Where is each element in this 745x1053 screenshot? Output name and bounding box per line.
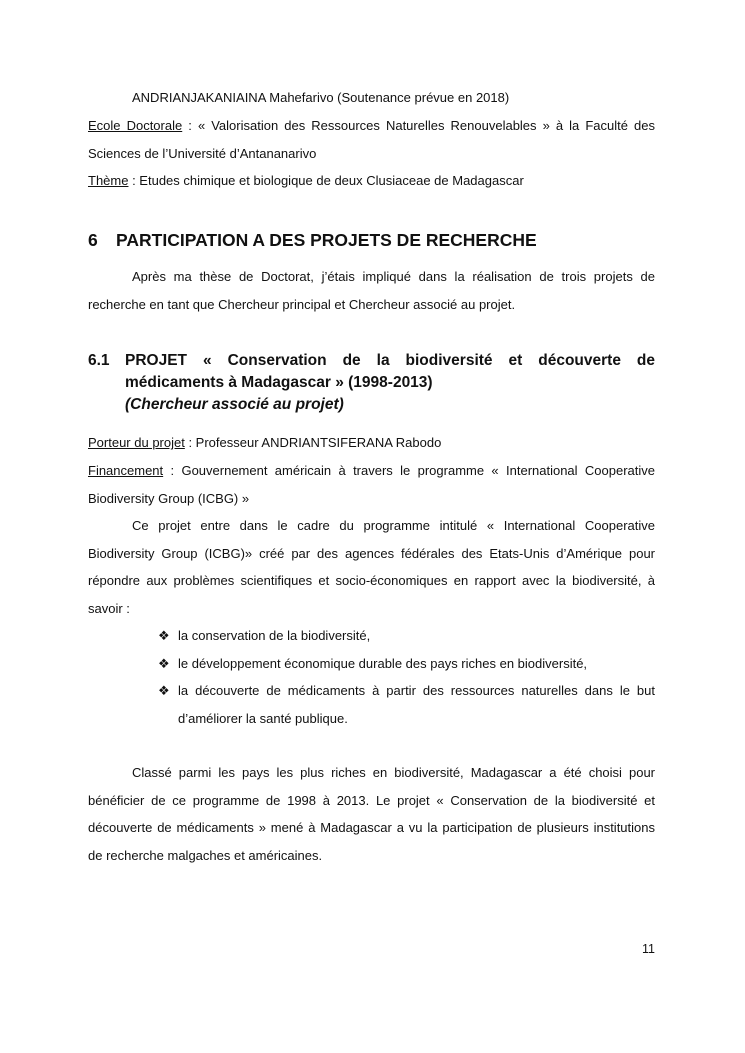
theme-paragraph xyxy=(88,167,655,195)
section-6-1-title: PROJET « Conservation de la biodiversité et découverte de médicaments à Madagascar » (1998-2013) xyxy=(125,352,655,391)
list-item xyxy=(158,622,655,650)
porteur-paragraph xyxy=(88,429,655,457)
financement-text: : Gouvernement américain à travers le programme « International Cooperative Biodiversity Group (ICBG) » xyxy=(88,463,655,506)
ecole-doctorale-text: : « Valorisation des Ressources Naturelles Renouvelables » à la Faculté des Sciences de l’Université d’Antananarivo xyxy=(88,118,655,161)
madagascar-paragraph: Classé parmi les pays les plus riches en biodiversité, Madagascar a été choisi pour bénéficier de ce programme de 1998 à 2013. Le projet « Conservation de la biodiversité et découverte de médicaments » mené à Madagascar a vu la participation de plusieurs institutions de recherche malgaches et américaines. xyxy=(88,765,655,863)
list-item-text: le développement économique durable des pays riches en biodiversité, xyxy=(178,655,588,671)
section-6-1-subtitle: (Chercheur associé au projet) xyxy=(125,396,344,413)
section-6-number: 6 xyxy=(88,230,98,250)
theme-text: : Etudes chimique et biologique de deux Clusiaceae de Madagascar xyxy=(128,173,524,188)
page-number: 11 xyxy=(642,942,655,956)
financement-label: Financement xyxy=(88,463,164,478)
diamond-bullet-icon: ❖ xyxy=(158,628,170,643)
ecole-doctorale-paragraph xyxy=(88,112,655,167)
section-6-title: PARTICIPATION A DES PROJETS DE RECHERCHE xyxy=(116,230,537,250)
list-item-text: la découverte de médicaments à partir des ressources naturelles dans le but d’améliorer la santé publique. xyxy=(178,683,655,726)
icbg-paragraph: Ce projet entre dans le cadre du programme intitulé « International Cooperative Biodiversity Group (ICBG)» créé par des agences fédérales des Etats-Unis d’Amérique pour répondre aux problèmes scientifiques et socio-économiques en rapport avec la biodiversité, à savoir : xyxy=(88,518,655,616)
section-6-intro: Après ma thèse de Doctorat, j’étais impliqué dans la réalisation de trois projets de recherche en tant que Chercheur principal et Chercheur associé au projet. xyxy=(88,269,655,312)
porteur-text: : Professeur ANDRIANTSIFERANA Rabodo xyxy=(184,435,442,450)
list-item xyxy=(158,677,655,732)
theme-label: Thème xyxy=(88,173,129,188)
list-item-text: la conservation de la biodiversité, xyxy=(178,628,371,643)
section-6-1-number: 6.1 xyxy=(88,352,110,369)
objectives-list xyxy=(158,622,655,732)
diamond-bullet-icon: ❖ xyxy=(158,655,170,671)
porteur-label: Porteur du projet xyxy=(88,435,185,450)
list-item xyxy=(158,650,655,678)
diamond-bullet-icon: ❖ xyxy=(158,683,170,698)
section-6-heading xyxy=(88,228,655,252)
section-6-1-heading xyxy=(88,350,655,416)
financement-paragraph xyxy=(88,457,655,512)
ecole-doctorale-label: Ecole Doctorale xyxy=(88,118,183,133)
student-name-text: ANDRIANJAKANIAINA Mahefarivo (Soutenance prévue en 2018) xyxy=(132,90,510,105)
student-line xyxy=(88,84,655,112)
